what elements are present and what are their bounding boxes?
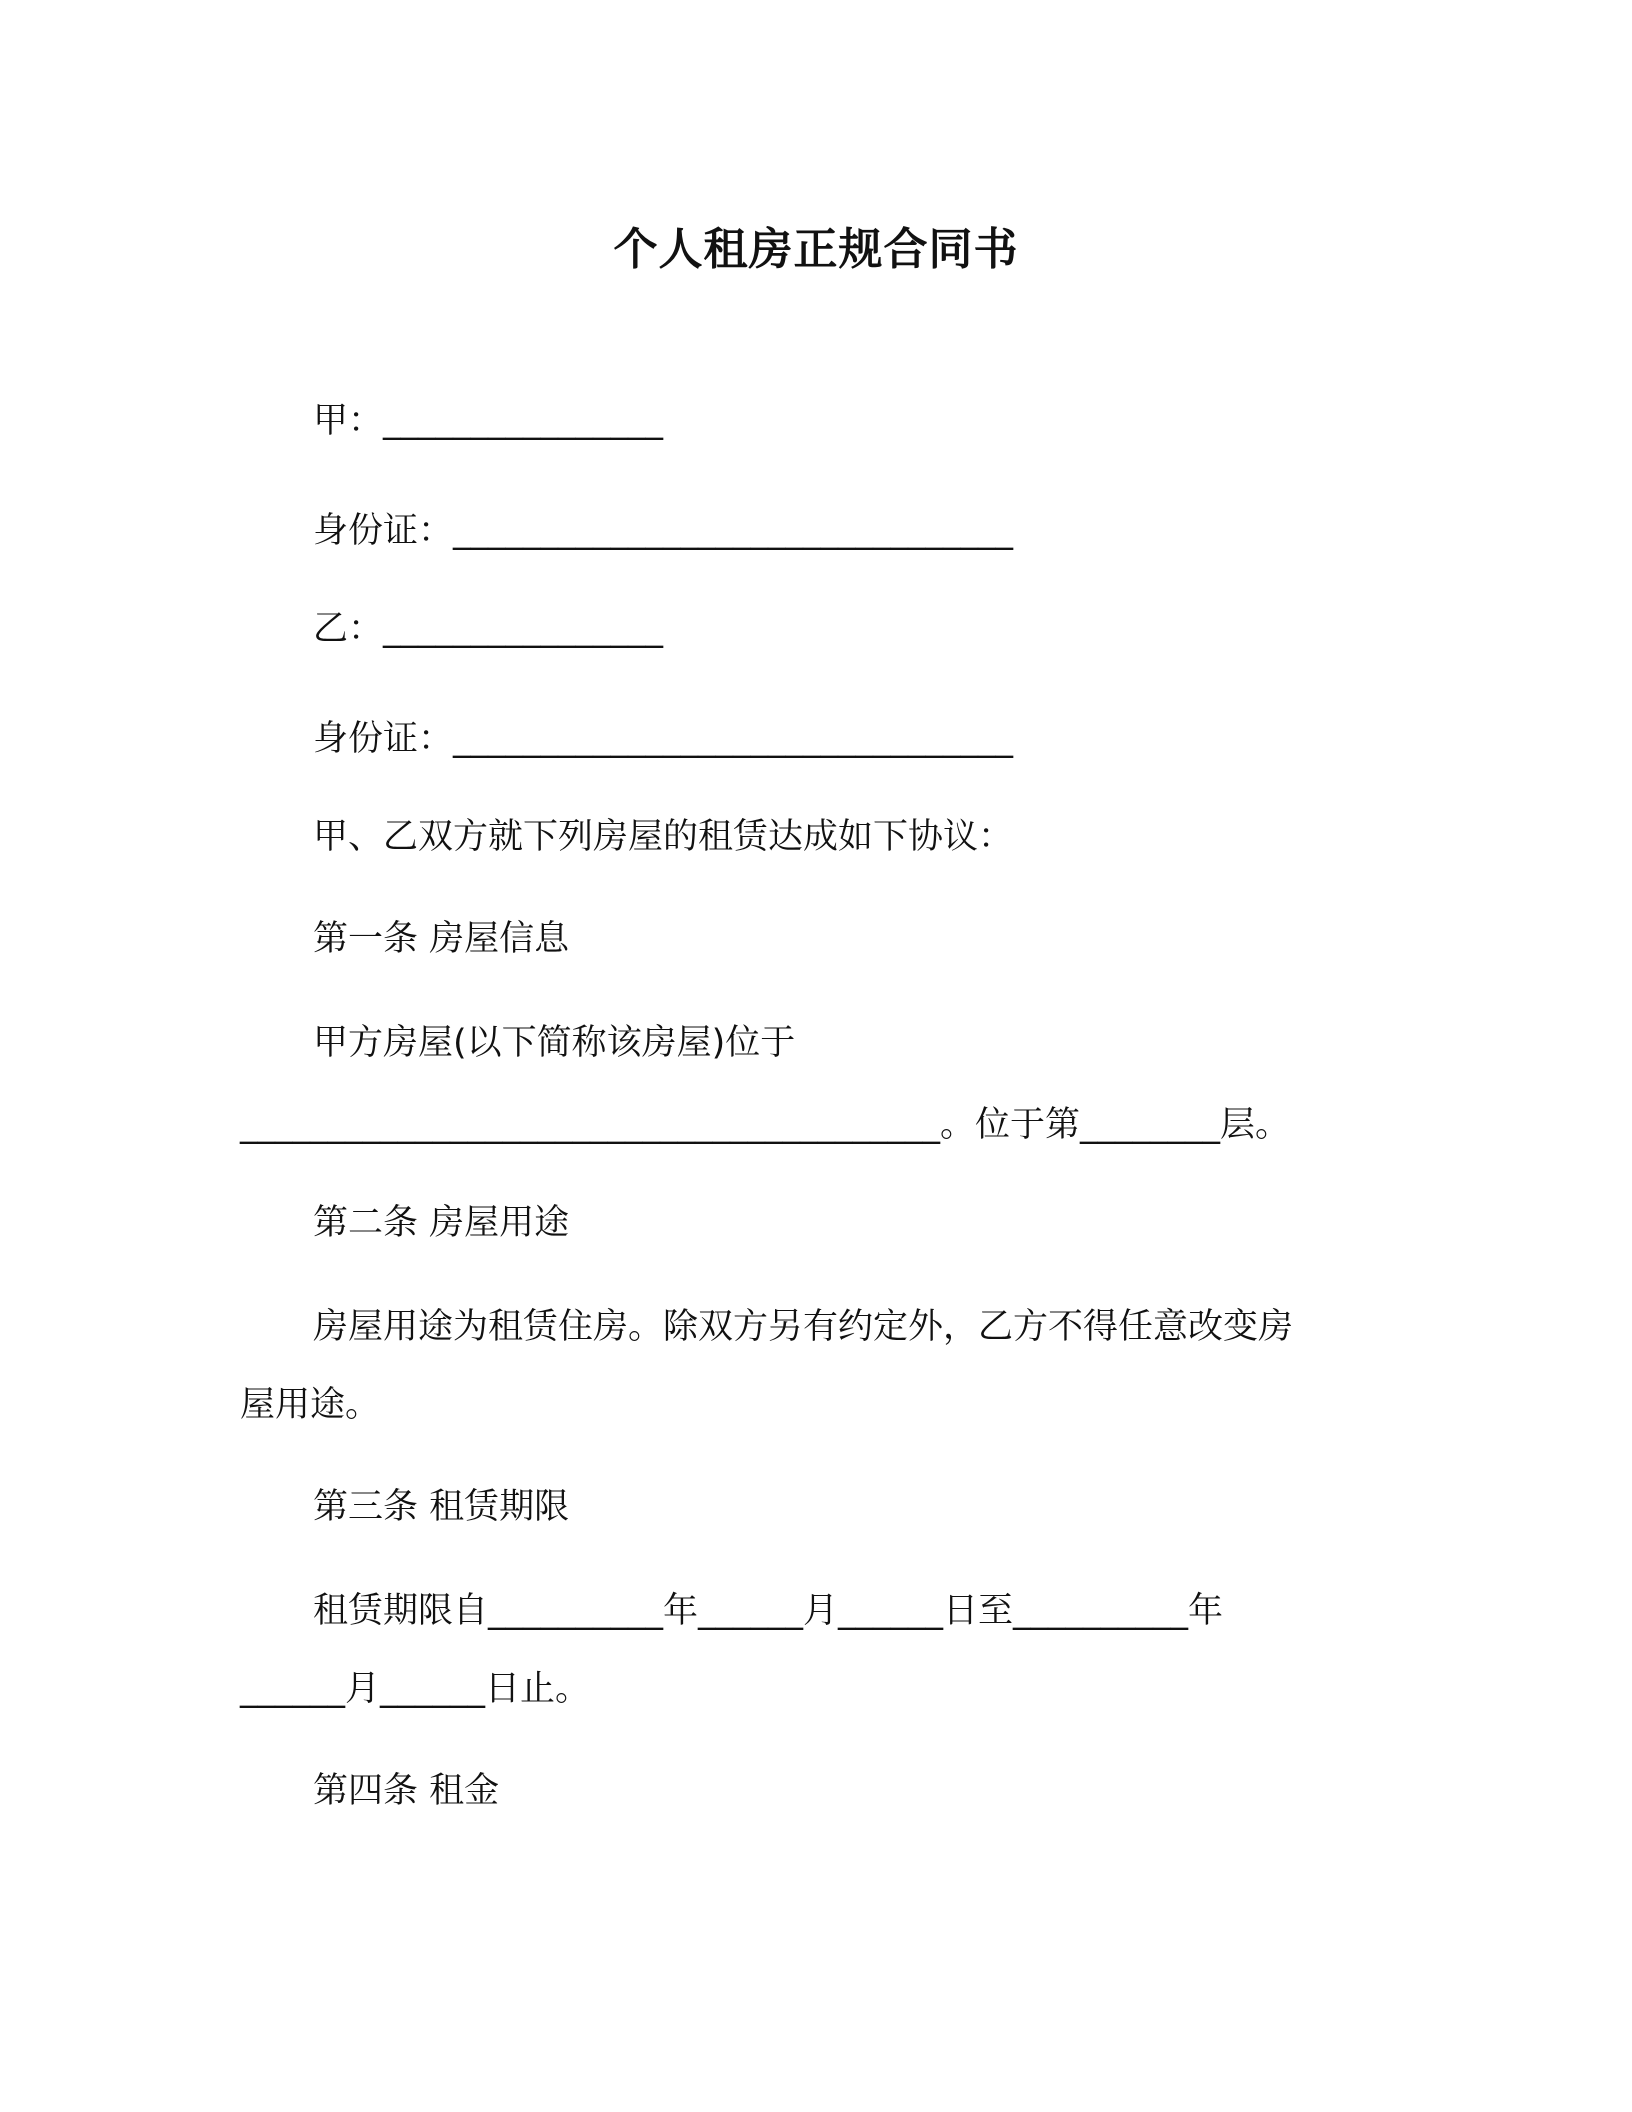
article-3-heading: 第三条 租赁期限 xyxy=(313,1487,570,1527)
party-b-id-field: 身份证：________________________________ xyxy=(313,719,1014,759)
agreement-intro: 甲、乙双方就下列房屋的租赁达成如下协议： xyxy=(313,817,1014,857)
article-2-text-line-2: 屋用途。 xyxy=(240,1385,381,1425)
article-4-heading: 第四条 租金 xyxy=(313,1771,500,1811)
article-2-heading: 第二条 房屋用途 xyxy=(313,1203,570,1243)
party-a-id-field: 身份证：________________________________ xyxy=(313,511,1014,551)
article-3-text-line-2: ______月______日止。 xyxy=(240,1669,591,1709)
article-2-text-line-1: 房屋用途为租赁住房。除双方另有约定外，乙方不得任意改变房 xyxy=(313,1307,1294,1347)
article-3-text-line-1: 租赁期限自__________年______月______日至__________年 xyxy=(313,1591,1224,1631)
party-b-field: 乙：________________ xyxy=(313,609,664,649)
party-a-field: 甲：________________ xyxy=(313,401,664,441)
document-title: 个人租房正规合同书 xyxy=(613,224,1019,275)
article-1-text: 甲方房屋(以下简称该房屋)位于 xyxy=(313,1023,796,1063)
article-1-heading: 第一条 房屋信息 xyxy=(313,919,570,959)
article-1-address-line: ________________________________________。位于第________层。 xyxy=(240,1105,1291,1145)
